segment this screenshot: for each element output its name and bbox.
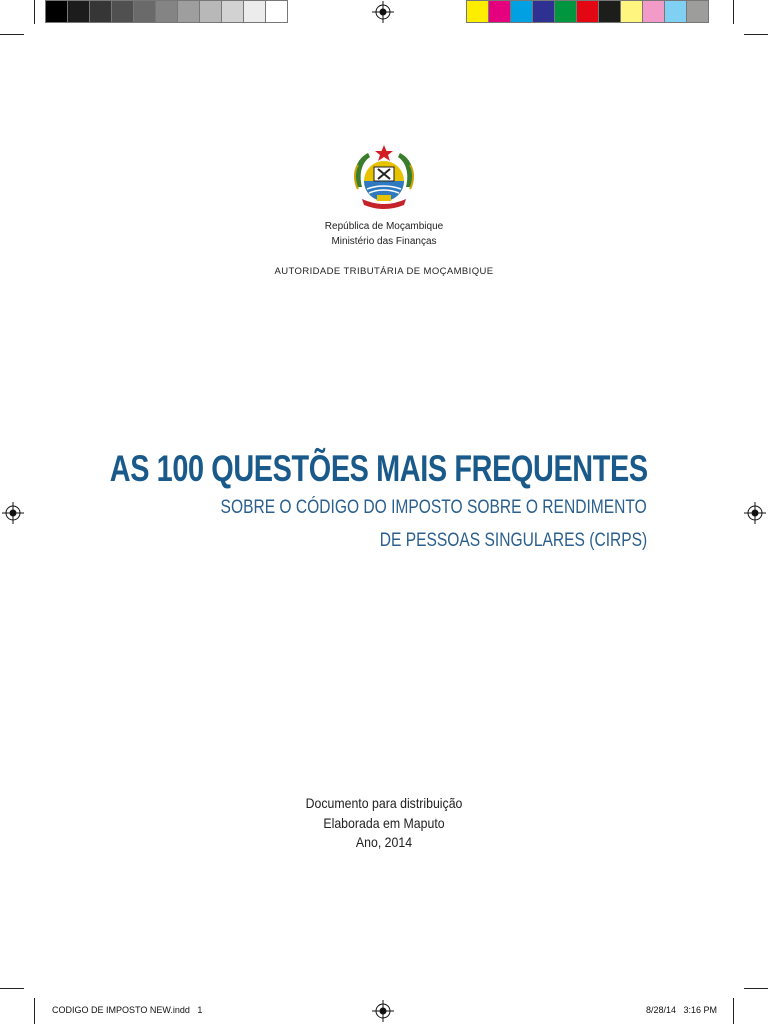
crop-mark-bottom-right-v <box>733 998 734 1024</box>
crop-mark-top-left-v <box>34 0 35 24</box>
registration-mark-icon <box>744 502 766 524</box>
color-swatch-11 <box>686 0 709 23</box>
gray-swatch-8 <box>199 0 222 23</box>
color-swatch-4 <box>532 0 555 23</box>
crop-mark-top-right <box>744 34 768 35</box>
registration-mark-icon <box>372 1000 394 1022</box>
gray-swatch-10 <box>243 0 266 23</box>
gray-swatch-7 <box>177 0 200 23</box>
year-of-issue: Ano, 2014 <box>355 834 413 850</box>
color-swatch-2 <box>488 0 511 23</box>
page-title: AS 100 QUESTÕES MAIS FREQUENTES <box>110 448 648 489</box>
crop-mark-bottom-left-v <box>34 998 35 1024</box>
crop-mark-bottom-left <box>0 988 24 989</box>
color-swatch-10 <box>664 0 687 23</box>
color-swatch-8 <box>620 0 643 23</box>
color-swatch-3 <box>510 0 533 23</box>
color-swatch-9 <box>642 0 665 23</box>
gray-swatch-3 <box>89 0 112 23</box>
gray-swatch-4 <box>111 0 134 23</box>
color-swatch-6 <box>576 0 599 23</box>
footer-file-name: CODIGO DE IMPOSTO NEW.indd 1 <box>52 1005 203 1015</box>
gray-swatch-2 <box>67 0 90 23</box>
footer-timestamp: 8/28/14 3:16 PM <box>646 1005 718 1015</box>
color-swatch-5 <box>554 0 577 23</box>
subtitle-line-1: SOBRE O CÓDIGO DO IMPOSTO SOBRE O RENDIMENTO <box>220 497 647 518</box>
color-swatch-7 <box>598 0 621 23</box>
gray-swatch-9 <box>221 0 244 23</box>
mozambique-coat-of-arms-icon <box>348 143 420 215</box>
gray-swatch-6 <box>155 0 178 23</box>
republic-name: República de Moçambique <box>324 221 444 232</box>
authority-name: AUTORIDADE TRIBUTÁRIA DE MOÇAMBIQUE <box>274 266 494 277</box>
gray-swatch-11 <box>265 0 288 23</box>
registration-mark-icon <box>372 1 394 23</box>
crop-mark-top-right-v <box>733 0 734 24</box>
crop-mark-bottom-right <box>744 988 768 989</box>
ministry-name: Ministério das Finanças <box>331 236 437 247</box>
place-of-issue: Elaborada em Maputo <box>323 815 445 831</box>
distribution-note: Documento para distribuição <box>305 795 463 811</box>
registration-mark-icon <box>2 502 24 524</box>
gray-swatch-5 <box>133 0 156 23</box>
color-swatch-1 <box>466 0 489 23</box>
grayscale-color-bar <box>45 0 287 23</box>
gray-swatch-1 <box>45 0 68 23</box>
subtitle-line-2: DE PESSOAS SINGULARES (CIRPS) <box>379 530 647 551</box>
crop-mark-top-left <box>0 34 24 35</box>
process-color-bar <box>466 0 708 23</box>
